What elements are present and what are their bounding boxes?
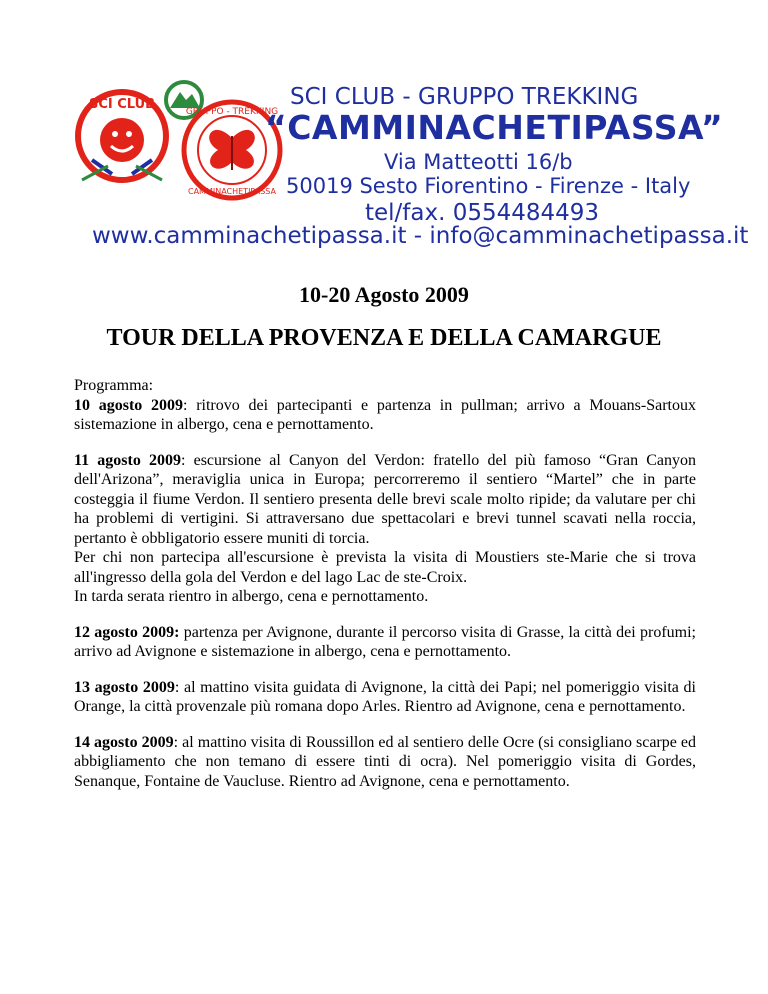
day-date: 10 agosto 2009: [74, 396, 184, 414]
org-address: Via Matteotti 16/b: [384, 150, 573, 174]
program-heading: Programma:: [74, 377, 154, 394]
org-line: SCI CLUB - GRUPPO TREKKING: [290, 84, 639, 110]
day-paragraph: [74, 623, 696, 662]
svg-text:SCI CLUB: SCI CLUB: [88, 97, 156, 112]
letterhead: [0, 0, 768, 260]
day-text: al mattino visita guidata di Avignone, la città dei Papi; nel pomeriggio visita di Orange, la città provenzale più romana dopo Arles. Rientro ad Avignone, cena e pernottamento.: [74, 678, 696, 715]
day-text: escursione al Canyon del Verdon: fratello del più famoso “Gran Canyon dell'Arizona”, meraviglia unica in Europa; percorreremo il sentiero “Martel” che in parte costeggia il fiume Verdon. Il sentiero presenta delle brevi scale molto ripide; da valutare per chi ha problemi di vertigini. Si attraversano due spettacolari e brevi tunnel scavati nella roccia, pertanto è obbligatorio essere muniti di torcia.: [74, 451, 697, 547]
day-text: partenza per Avignone, durante il percorso visita di Grasse, la città dei profumi; arrivo ad Avignone e sistemazione in albergo, cena e pernottamento.: [74, 623, 696, 660]
sci-club-logo: [72, 78, 294, 204]
program-body: [74, 376, 696, 791]
day-extra: Per chi non partecipa all'escursione è prevista la visita di Moustiers ste-Marie che si trova all'ingresso della gola del Verdon e del lago Lac de ste-Croix.: [74, 549, 696, 586]
day-paragraph: 10 agosto 2009: ritrovo dei partecipanti e partenza in pullman; arrivo a Mouans-Sartoux sistemazione in albergo, cena e pernottamento.: [74, 396, 696, 433]
day-paragraph: 11 agosto 2009: escursione al Canyon del Verdon: fratello del più famoso “Gran Canyon dell'Arizona”, meraviglia unica in Europa; percorreremo il sentiero “Martel” che in parte costeggia il fiume Verdon. Il sentiero presenta delle brevi scale molto ripide; da valutare per chi ha problemi di vertigini. Si attraversano due spettacolari e brevi tunnel scavati nella roccia, pertanto è obbligatorio essere muniti di torcia.: [74, 451, 697, 547]
date-title: 10-20 Agosto 2009: [299, 282, 469, 307]
day-date: 12 agosto 2009:: [74, 623, 180, 641]
svg-text:GRUPPO - TREKKING: GRUPPO - TREKKING: [185, 107, 279, 117]
org-phone: tel/fax. 0554484493: [365, 200, 600, 226]
day-paragraph: 14 agosto 2009: al mattino visita di Roussillon ed al sentiero delle Ocre (si consigliano scarpe ed abbigliamento che non temano di essere tinti di ocra). Nel pomeriggio visita di Gordes, Senanque, Fontaine de Vaucluse. Rientro ad Avignone, cena e pernottamento.: [74, 733, 696, 790]
day-date: 11 agosto 2009: [74, 451, 181, 469]
org-city: 50019 Sesto Fiorentino - Firenze - Italy: [286, 174, 691, 198]
day-extra: In tarda serata rientro in albergo, cena e pernottamento.: [74, 588, 429, 605]
tour-title: TOUR DELLA PROVENZA E DELLA CAMARGUE: [106, 325, 662, 351]
day-text: al mattino visita di Roussillon ed al sentiero delle Ocre (si consigliano scarpe ed abbigliamento che non temano di essere tinti di ocra). Nel pomeriggio visita di Gordes, Senanque, Fontaine de Vaucluse. Rientro ad Avignone, cena e pernottamento.: [74, 733, 696, 790]
day-paragraph: 13 agosto 2009: al mattino visita guidata di Avignone, la città dei Papi; nel pomeriggio visita di Orange, la città provenzale più romana dopo Arles. Rientro ad Avignone, cena e pernottamento.: [74, 678, 696, 715]
day-date: 14 agosto 2009: [74, 733, 174, 751]
org-web-email[interactable]: www.camminachetipassa.it - info@camminachetipassa.it: [92, 223, 749, 249]
day-text: ritrovo dei partecipanti e partenza in pullman; arrivo a Mouans-Sartoux sistemazione in albergo, cena e pernottamento.: [74, 396, 696, 433]
org-name: “CAMMINACHETIPASSA”: [265, 108, 724, 147]
svg-text:CAMMINACHETIPASSA: CAMMINACHETIPASSA: [187, 187, 277, 196]
day-date: 13 agosto 2009: [74, 678, 175, 696]
